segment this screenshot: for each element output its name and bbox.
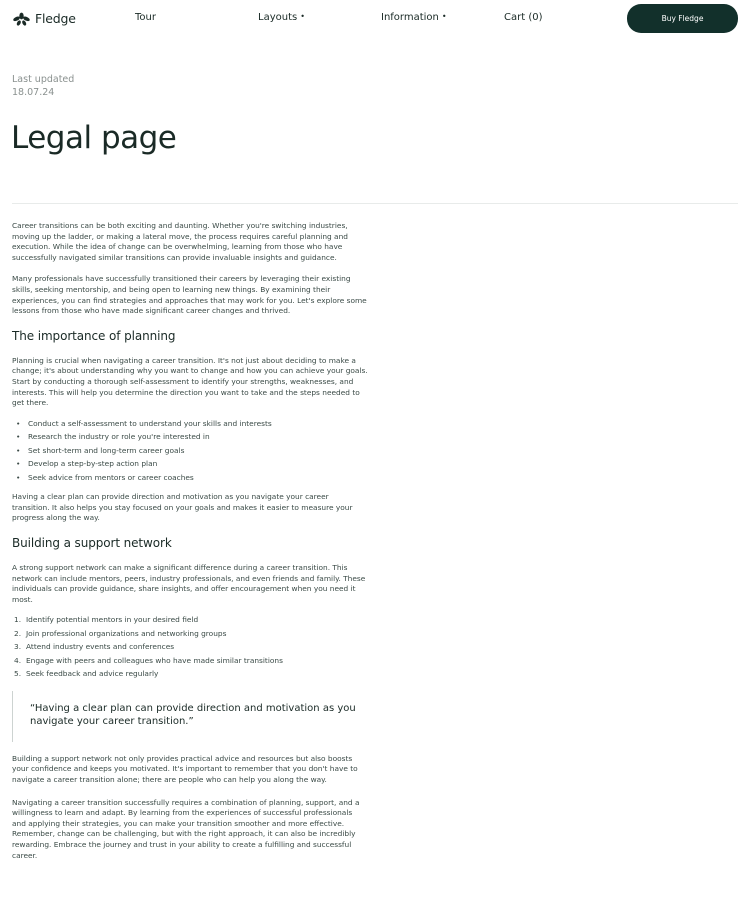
nav-link-label: Layouts xyxy=(258,12,298,23)
page-title: Legal page xyxy=(11,120,177,156)
header-divider xyxy=(12,203,738,204)
intro-paragraph: Many professionals have successfully transitioned their careers by leveraging their existing skills, seeking mentorship, and being open to learning new things. By examining their experiences, you can find strategies and approaches that may work for you. Let's explore some lessons from those who have made significant career changes and thrived. xyxy=(12,274,367,316)
list-item: • Conduct a self-assessment to understand your skills and interests xyxy=(12,417,368,431)
last-updated xyxy=(12,73,74,99)
section-heading-network: Building a support network xyxy=(12,536,172,550)
list-item: Join professional organizations and networking groups xyxy=(26,628,227,638)
nav-link-label: Tour xyxy=(135,12,156,23)
fledge-logo-icon xyxy=(12,12,31,26)
dropdown-dot-icon: • xyxy=(300,12,305,21)
network-list xyxy=(12,613,368,681)
logo-text: Fledge xyxy=(35,11,76,26)
logo-link[interactable] xyxy=(12,11,76,26)
planning-after-paragraph: Having a clear plan can provide direction and motivation as you navigate your career transition. It also helps you stay focused on your goals and makes it easier to measure your progress along the way. xyxy=(12,492,353,523)
network-paragraph: A strong support network can make a significant difference during a career transition. This network can include mentors, peers, industry professionals, and even friends and family. These individuals can provide guidance, share insights, and offer encouragement when you need it most. xyxy=(12,563,366,604)
buy-fledge-button[interactable]: Buy Fledge xyxy=(627,4,738,33)
section-heading-planning: The importance of planning xyxy=(12,328,176,343)
list-item: • Research the industry or role you're interested in xyxy=(12,430,368,444)
planning-list xyxy=(12,417,368,485)
nav-link-information[interactable] xyxy=(381,12,447,23)
list-item: • Develop a step-by-step action plan xyxy=(12,457,368,471)
blockquote xyxy=(12,691,368,742)
nav-link-tour[interactable] xyxy=(135,12,156,23)
quote-text: “Having a clear plan can provide direction and motivation as you navigate your career transition.” xyxy=(30,702,356,728)
planning-paragraph: Planning is crucial when navigating a career transition. It's not just about deciding to make a change; it's about understanding why you want to change and how you can achieve your goals. Start by conducting a thorough self-assessment to identify your strengths, weaknesses, and interests. This will help you determine the direction you want to take and the steps needed to get there. xyxy=(12,355,368,408)
top-nav xyxy=(0,0,750,36)
last-updated-date: 18.07.24 xyxy=(12,87,55,98)
closing-paragraph: Navigating a career transition successfully requires a combination of planning, support, and a willingness to learn and adapt. By learning from the experiences of successful professionals and applying their strategies, you can make your transition smoother and more effective. Remember, change can be challenging, but with the right approach, it can also be incredibly rewarding. Embrace the journey and trust in your ability to create a fulfilling and successful career. xyxy=(12,797,360,860)
nav-link-label: Cart (0) xyxy=(504,12,543,23)
nav-link-layouts[interactable] xyxy=(258,12,305,23)
list-item: Seek feedback and advice regularly xyxy=(26,669,159,679)
legal-content xyxy=(12,221,368,861)
nav-link-cart[interactable] xyxy=(504,12,543,23)
list-item: Attend industry events and conferences xyxy=(26,642,175,652)
list-item: Identify potential mentors in your desired field xyxy=(26,615,199,625)
list-item: • Seek advice from mentors or career coaches xyxy=(12,471,368,485)
list-item: • Set short-term and long-term career goals xyxy=(12,444,368,458)
last-updated-label: Last updated xyxy=(12,74,75,85)
intro-paragraph: Career transitions can be both exciting and daunting. Whether you're switching industries, moving up the ladder, or making a lateral move, the process requires careful planning and execution. While the idea of change can be overwhelming, learning from those who have successfully navigated similar transitions can provide invaluable insights and guidance. xyxy=(12,221,348,262)
list-item: Engage with peers and colleagues who have made similar transitions xyxy=(26,655,283,665)
network-after-paragraph: Building a support network not only provides practical advice and resources but also boosts your confidence and keeps you motivated. It's important to remember that you don't have to navigate a career transition alone; there are people who can help you along the way. xyxy=(12,753,358,785)
nav-link-label: Information xyxy=(381,12,439,23)
dropdown-dot-icon: • xyxy=(441,12,447,21)
